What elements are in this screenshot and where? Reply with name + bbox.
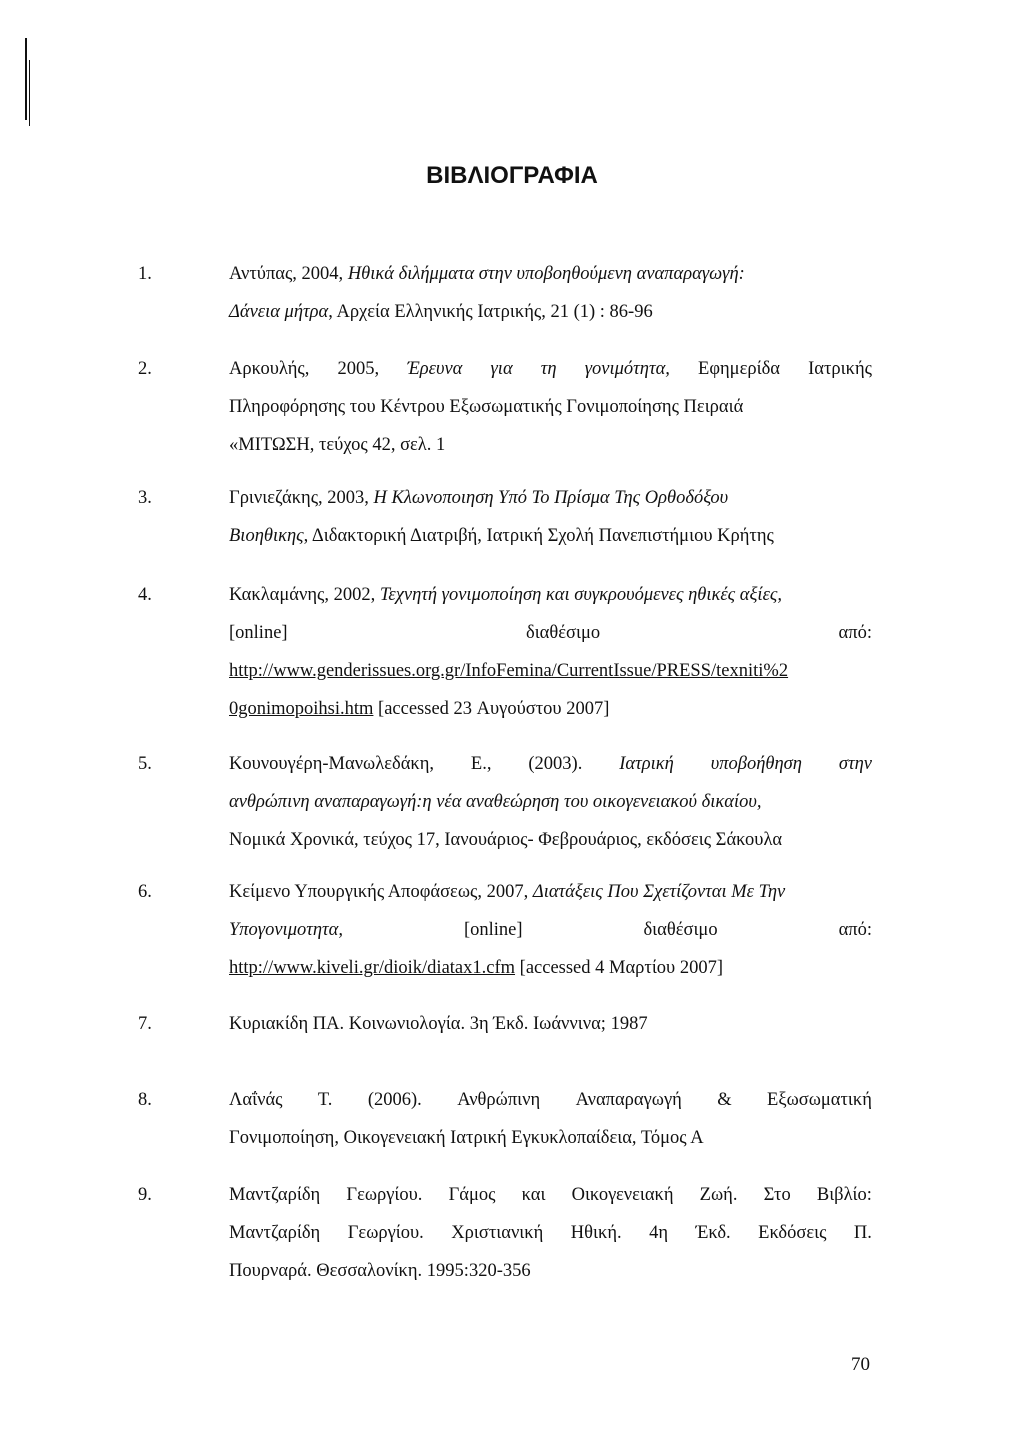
entry-word: (2006). — [367, 1090, 422, 1110]
entry-author: Κακλαμάνης, 2002, — [229, 585, 380, 605]
entry-word: Ιατρικής — [808, 359, 872, 379]
entry-word: Π. — [853, 1223, 872, 1243]
entry-line — [229, 911, 872, 949]
entry-line: Γονιμοποίηση, Οικογενειακή Ιατρική Εγκυκλοπαίδεια, Τόμος Α — [229, 1128, 704, 1148]
scan-edge-mark — [25, 38, 27, 120]
entry-word: Μαντζαρίδη — [229, 1185, 321, 1205]
scan-edge-mark — [29, 60, 30, 126]
entry-word: Ανθρώπινη — [457, 1090, 541, 1110]
entry-line: Κυριακίδη ΠΑ. Κοινωνιολογία. 3η Έκδ. Ιωάννινα; 1987 — [229, 1014, 648, 1034]
entry-word: Αναπαραγωγή — [575, 1090, 682, 1110]
entry-line — [229, 783, 872, 821]
entry-line — [229, 745, 872, 783]
entry-title-italic: Δάνεια μήτρα — [229, 302, 329, 322]
entry-author: Αντύπας, 2004, — [229, 264, 348, 284]
entry-author: Γρινιεζάκης, 2003, — [229, 488, 374, 508]
entry-line — [229, 517, 872, 555]
entry-word: Κουνουγέρη-Μανωλεδάκη, — [229, 754, 435, 774]
entry-line: Πληροφόρησης του Κέντρου Εξωσωματικής Γονιμοποίησης Πειραιά — [229, 397, 744, 417]
entry-word: Έρευνα — [407, 359, 463, 379]
entry-text — [229, 255, 872, 331]
entry-word: τη — [540, 359, 557, 379]
entry-number: 7. — [138, 1014, 152, 1034]
entry-word: υποβοήθηση — [710, 754, 802, 774]
entry-word: 2005, — [337, 359, 380, 379]
entry-number: 1. — [138, 264, 152, 284]
entry-word: Ζωή. — [699, 1185, 738, 1205]
entry-number: 2. — [138, 359, 152, 379]
entry-word: Ηθική. — [570, 1223, 622, 1243]
entry-word: [online] — [463, 920, 523, 940]
entry-number: 9. — [138, 1185, 152, 1205]
entry-word: Οικογενειακή — [571, 1185, 674, 1205]
entry-line — [229, 949, 872, 987]
entry-line: Νομικά Χρονικά, τεύχος 17, Ιανουάριος- Φεβρουάριος, εκδόσεις Σάκουλα — [229, 830, 783, 850]
entry-text — [229, 576, 872, 728]
entry-line: «ΜΙΤΩΣΗ, τεύχος 42, σελ. 1 — [229, 435, 446, 455]
entry-number: 3. — [138, 488, 152, 508]
entry-accessed: [accessed 4 Μαρτίου 2007] — [515, 958, 724, 978]
entry-word: 4η — [649, 1223, 669, 1243]
entry-line — [229, 873, 872, 911]
entry-word: Τ. — [317, 1090, 333, 1110]
entry-url-link[interactable]: 0gonimopoihsi.htm — [229, 699, 374, 719]
entry-line — [229, 690, 872, 728]
entry-word: στην — [838, 754, 872, 774]
entry-source: , Διδακτορική Διατριβή, Ιατρική Σχολή Πανεπιστήμιου Κρήτης — [303, 526, 774, 546]
entry-word: Υπογονιμοτητα, — [229, 920, 343, 940]
entry-word: Βιβλίο: — [816, 1185, 872, 1205]
entry-word: Γεωργίου. — [346, 1185, 423, 1205]
entry-url-link[interactable]: http://www.kiveli.gr/dioik/diatax1.cfm — [229, 958, 516, 978]
entry-number: 8. — [138, 1090, 152, 1110]
entry-word: & — [717, 1090, 732, 1110]
entry-word: από: — [838, 623, 872, 643]
entry-word: για — [490, 359, 513, 379]
entry-line: Πουρναρά. Θεσσαλονίκη. 1995:320-356 — [229, 1261, 531, 1281]
entry-text — [229, 745, 872, 859]
entry-line — [229, 293, 872, 331]
entry-title-italic: Η Κλωνοποιηση Υπό Το Πρίσμα Της Ορθοδόξου — [373, 488, 729, 508]
entry-line — [229, 576, 872, 614]
entry-text — [229, 479, 872, 555]
entry-number: 4. — [138, 585, 152, 605]
entry-text — [229, 1176, 872, 1290]
entry-title-italic: Ηθικά διλήμματα στην υποβοηθούμενη αναπαραγωγή: — [347, 264, 745, 284]
entry-word: Αρκουλής, — [229, 359, 310, 379]
entry-title-italic: Βιοηθικης — [229, 526, 304, 546]
entry-text — [229, 350, 872, 464]
entry-line — [229, 652, 872, 690]
entry-text — [229, 1081, 872, 1157]
entry-word: Έκδ. — [695, 1223, 731, 1243]
entry-text — [229, 873, 872, 987]
page-title: ΒΙΒΛΙΟΓΡΑΦΙΑ — [426, 162, 598, 189]
entry-word: (2003). — [528, 754, 583, 774]
entry-word: Χριστιανική — [451, 1223, 544, 1243]
entry-word: Εκδόσεις — [758, 1223, 827, 1243]
entry-word: γονιμότητα, — [584, 359, 670, 379]
entry-line — [229, 350, 872, 388]
entry-word: Εφημερίδα — [698, 359, 780, 379]
entry-number: 5. — [138, 754, 152, 774]
entry-word: και — [521, 1185, 546, 1205]
entry-word: Ιατρική — [619, 754, 674, 774]
entry-word: διαθέσιμο — [525, 623, 601, 643]
entry-title-italic: Τεχνητή γονιμοποίηση και συγκρουόμενες ηθικές αξίες, — [379, 585, 782, 605]
entry-word: Εξωσωματική — [767, 1090, 872, 1110]
entry-title-italic: Διατάξεις Που Σχετίζονται Με Την — [532, 882, 786, 902]
entry-line — [229, 255, 872, 293]
entry-word: διαθέσιμο — [643, 920, 718, 940]
entry-word: από: — [838, 920, 872, 940]
entry-line — [229, 1214, 872, 1252]
entry-word: Μαντζαρίδη — [229, 1223, 321, 1243]
page-number: 70 — [851, 1354, 870, 1375]
entry-url-link[interactable]: http://www.genderissues.org.gr/InfoFemina/CurrentIssue/PRESS/texniti%2 — [229, 661, 789, 681]
entry-line — [229, 614, 872, 652]
entry-word: Γεωργίου. — [347, 1223, 424, 1243]
entry-source: , Αρχεία Ελληνικής Ιατρικής, 21 (1) : 86-96 — [328, 302, 653, 322]
entry-word: [online] — [229, 623, 288, 643]
entry-number: 6. — [138, 882, 152, 902]
entry-word: Λαΐνάς — [229, 1090, 283, 1110]
entry-line — [229, 1081, 872, 1119]
entry-author: Κείμενο Υπουργικής Αποφάσεως, 2007, — [229, 882, 533, 902]
entry-word: Ε., — [470, 754, 492, 774]
entry-word: Γάμος — [448, 1185, 496, 1205]
entry-word: Στο — [763, 1185, 791, 1205]
entry-line — [229, 479, 872, 517]
entry-title-italic: ανθρώπινη αναπαραγωγή:η νέα αναθεώρηση του οικογενειακού δικαίου, — [229, 792, 762, 812]
entry-accessed: [accessed 23 Αυγούστου 2007] — [373, 699, 610, 719]
entry-line — [229, 1176, 872, 1214]
entry-text — [229, 1005, 872, 1043]
